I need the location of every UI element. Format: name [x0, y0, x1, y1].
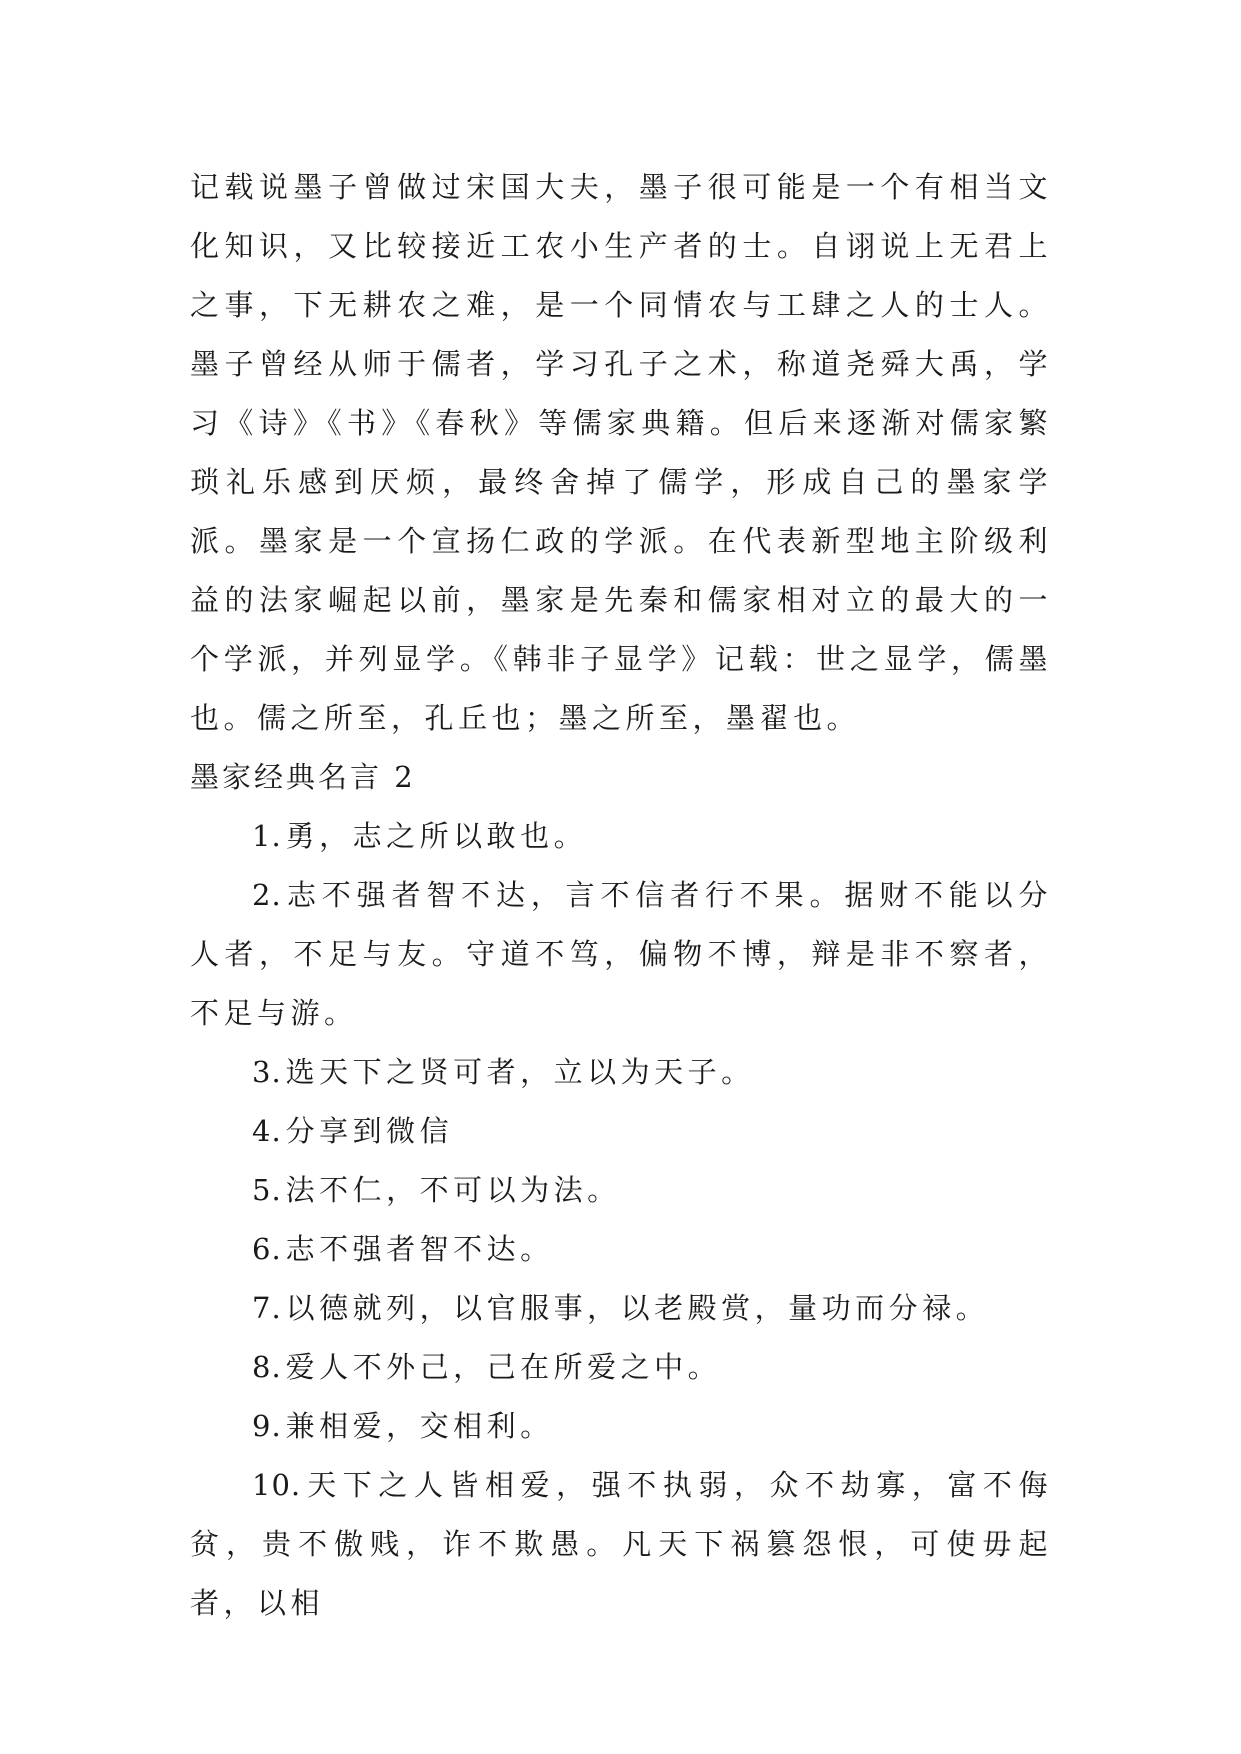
- quote-number: 10.: [252, 1468, 302, 1502]
- quote-text: 选天下之贤可者，立以为天子。: [285, 1055, 755, 1089]
- quote-text: 志不强者智不达。: [285, 1232, 554, 1266]
- quote-text: 爱人不外己，己在所爱之中。: [285, 1350, 722, 1384]
- intro-paragraph: 记载说墨子曾做过宋国大夫，墨子很可能是一个有相当文化知识，又比较接近工农小生产者的士。自诩说上无君上之事，下无耕农之难，是一个同情农与工肆之人的士人。墨子曾经从师于儒者，学习孔子之术，称道尧舜大禹，学习《诗》《书》《春秋》等儒家典籍。但后来逐渐对儒家繁琐礼乐感到厌烦，最终舍掉了儒学，形成自己的墨家学派。墨家是一个宣扬仁政的学派。在代表新型地主阶级利益的法家崛起以前，墨家是先秦和儒家相对立的最大的一个学派，并列显学。《韩非子显学》记载：世之显学，儒墨也。儒之所至，孔丘也；墨之所至，墨翟也。: [190, 170, 1052, 735]
- quote-number: 2.: [252, 878, 282, 912]
- quote-number: 3.: [252, 1055, 282, 1089]
- quote-number: 9.: [252, 1409, 282, 1443]
- quote-item-5: [190, 1161, 1052, 1220]
- quote-item-7: [190, 1279, 1052, 1338]
- quote-text: 志不强者智不达，言不信者行不果。据财不能以分人者，不足与友。守道不笃，偏物不博，辩是非不察者，不足与游。: [190, 878, 1052, 1030]
- quote-text: 天下之人皆相爱，强不执弱，众不劫寡，富不侮贫，贵不傲贱，诈不欺愚。凡天下祸篡怨恨，可使毋起者，以相: [190, 1468, 1052, 1620]
- quote-number: 8.: [252, 1350, 282, 1384]
- quote-text: 勇，志之所以敢也。: [285, 819, 588, 853]
- quote-item-1: [190, 807, 1052, 866]
- quote-text: 法不仁，不可以为法。: [285, 1173, 621, 1207]
- section-heading: 墨家经典名言 2: [190, 760, 416, 794]
- quote-text: 以德就列，以官服事，以老殿赏，量功而分禄。: [285, 1291, 990, 1325]
- quote-item-6: [190, 1220, 1052, 1279]
- quote-number: 5.: [252, 1173, 282, 1207]
- quote-number: 1.: [252, 819, 282, 853]
- quote-item-4: [190, 1102, 1052, 1161]
- quote-item-2: [190, 866, 1052, 1043]
- quote-text: 兼相爱，交相利。: [285, 1409, 554, 1443]
- quote-item-10: [190, 1456, 1052, 1633]
- quote-item-3: [190, 1043, 1052, 1102]
- quote-text: 分享到微信: [285, 1114, 454, 1148]
- document-body: [190, 158, 1052, 1633]
- quote-item-8: [190, 1338, 1052, 1397]
- quote-number: 4.: [252, 1114, 282, 1148]
- quote-item-9: [190, 1397, 1052, 1456]
- quote-number: 6.: [252, 1232, 282, 1266]
- quote-number: 7.: [252, 1291, 282, 1325]
